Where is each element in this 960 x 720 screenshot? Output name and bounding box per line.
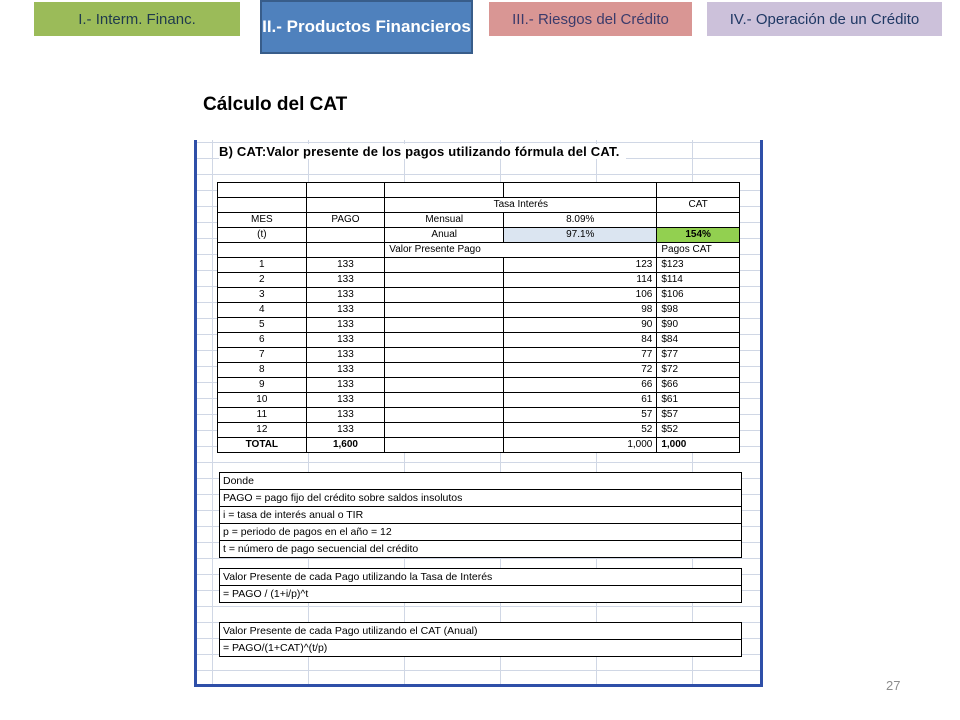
- tab-productos-financieros[interactable]: II.- Productos Financieros: [260, 0, 473, 54]
- valor-presente-cell: 52: [504, 423, 657, 438]
- page-title: Cálculo del CAT: [203, 94, 348, 115]
- mensual-value: 8.09%: [504, 213, 657, 228]
- formula-tasa-label: Valor Presente de cada Pago utilizando la Tasa de Interés: [220, 569, 741, 586]
- table-row: [218, 423, 740, 438]
- pago-cat-cell: $84: [657, 333, 740, 348]
- table-row: [218, 348, 740, 363]
- pago-cat-cell: $72: [657, 363, 740, 378]
- table-row: [218, 378, 740, 393]
- pago-cat-cell: $106: [657, 288, 740, 303]
- mes-cell: 12: [218, 423, 307, 438]
- cat-header: CAT: [657, 198, 740, 213]
- header-row-anual: [218, 228, 740, 243]
- pago-cat-cell: $57: [657, 408, 740, 423]
- valor-presente-pago-header: Valor Presente Pago: [385, 243, 504, 258]
- mes-cell: 4: [218, 303, 307, 318]
- header-row-tasa: [218, 198, 740, 213]
- formula-cat-expr: = PAGO/(1+CAT)^(t/p): [223, 642, 328, 654]
- spacer-cell: [385, 258, 504, 273]
- pago-cat-cell: $98: [657, 303, 740, 318]
- mes-cell: 1: [218, 258, 307, 273]
- mes-cell: 2: [218, 273, 307, 288]
- total-pago: 1,600: [306, 438, 385, 453]
- sheet-title: B) CAT:Valor presente de los pagos utilizando fórmula del CAT.: [219, 144, 626, 159]
- pagos-cat-header: Pagos CAT: [657, 243, 740, 258]
- mes-cell: 6: [218, 333, 307, 348]
- valor-presente-cell: 61: [504, 393, 657, 408]
- valor-presente-cell: 106: [504, 288, 657, 303]
- pago-cell: 133: [306, 378, 385, 393]
- total-row: [218, 438, 740, 453]
- table-row: [218, 258, 740, 273]
- note-line: PAGO = pago fijo del crédito sobre saldos insolutos: [220, 490, 741, 507]
- spacer-cell: [385, 288, 504, 303]
- mes-cell: 3: [218, 288, 307, 303]
- valor-presente-cell: 90: [504, 318, 657, 333]
- valor-presente-cell: 66: [504, 378, 657, 393]
- tasa-interes-header: Tasa Interés: [385, 198, 657, 213]
- table-row: [218, 273, 740, 288]
- note-line: i = tasa de interés anual o TIR: [220, 507, 741, 524]
- spreadsheet-image: [194, 140, 763, 687]
- note-line: Donde: [220, 473, 741, 490]
- mes-cell: 8: [218, 363, 307, 378]
- header-row-valor-presente: [218, 243, 740, 258]
- tab-intermediacion-financiera[interactable]: I.- Interm. Financ.: [34, 2, 240, 36]
- anual-value: 97.1%: [504, 228, 657, 243]
- pago-cell: 133: [306, 273, 385, 288]
- table-row: [218, 318, 740, 333]
- pago-cat-cell: $61: [657, 393, 740, 408]
- valor-presente-cell: 114: [504, 273, 657, 288]
- pago-cat-cell: $66: [657, 378, 740, 393]
- pago-cell: 133: [306, 288, 385, 303]
- table-row: [218, 408, 740, 423]
- pago-cell: 133: [306, 258, 385, 273]
- definitions-box: [219, 472, 742, 558]
- table-row: [218, 393, 740, 408]
- pago-cell: 133: [306, 333, 385, 348]
- formula-cat-label: Valor Presente de cada Pago utilizando el CAT (Anual): [220, 623, 741, 640]
- table-row: [218, 333, 740, 348]
- cat-table: [217, 182, 740, 453]
- formula-cat-box: [219, 622, 742, 657]
- valor-presente-cell: 98: [504, 303, 657, 318]
- spacer-cell: [385, 303, 504, 318]
- pago-header: PAGO: [306, 213, 385, 228]
- spacer-cell: [385, 423, 504, 438]
- pago-cell: 133: [306, 393, 385, 408]
- header-row-mensual: [218, 213, 740, 228]
- cat-value: 154%: [657, 228, 740, 243]
- anual-label: Anual: [385, 228, 504, 243]
- note-line: p = periodo de pagos en el año = 12: [220, 524, 741, 541]
- valor-presente-cell: 72: [504, 363, 657, 378]
- mensual-label: Mensual: [385, 213, 504, 228]
- mes-cell: 9: [218, 378, 307, 393]
- t-header: (t): [218, 228, 307, 243]
- header-row-empty: [218, 183, 740, 198]
- pago-cat-cell: $52: [657, 423, 740, 438]
- total-label: TOTAL: [218, 438, 307, 453]
- pago-cell: 133: [306, 408, 385, 423]
- valor-presente-cell: 57: [504, 408, 657, 423]
- pago-cell: 133: [306, 348, 385, 363]
- pago-cell: 133: [306, 363, 385, 378]
- mes-cell: 11: [218, 408, 307, 423]
- table-row: [218, 303, 740, 318]
- valor-presente-cell: 77: [504, 348, 657, 363]
- spacer-cell: [385, 348, 504, 363]
- mes-header: MES: [218, 213, 307, 228]
- valor-presente-cell: 123: [504, 258, 657, 273]
- pago-cat-cell: $114: [657, 273, 740, 288]
- mes-cell: 10: [218, 393, 307, 408]
- page-number: 27: [886, 678, 901, 693]
- mes-cell: 5: [218, 318, 307, 333]
- pago-cell: 133: [306, 423, 385, 438]
- total-cat: 1,000: [657, 438, 740, 453]
- tab-riesgos-del-credito[interactable]: III.- Riesgos del Crédito: [489, 2, 692, 36]
- pago-cat-cell: $123: [657, 258, 740, 273]
- spacer-cell: [385, 333, 504, 348]
- pago-cell: 133: [306, 318, 385, 333]
- spacer-cell: [385, 378, 504, 393]
- spacer-cell: [385, 318, 504, 333]
- pago-cat-cell: $77: [657, 348, 740, 363]
- formula-tasa-box: [219, 568, 742, 603]
- mes-cell: 7: [218, 348, 307, 363]
- pago-cell: 133: [306, 303, 385, 318]
- spacer-cell: [385, 393, 504, 408]
- spacer-cell: [385, 363, 504, 378]
- pago-cat-cell: $90: [657, 318, 740, 333]
- table-row: [218, 288, 740, 303]
- spacer-cell: [385, 408, 504, 423]
- spacer-cell: [385, 273, 504, 288]
- total-vp: 1,000: [504, 438, 657, 453]
- formula-tasa-expr: = PAGO / (1+i/p)^t: [223, 588, 309, 600]
- tab-operacion-de-un-credito[interactable]: IV.- Operación de un Crédito: [707, 2, 942, 36]
- valor-presente-cell: 84: [504, 333, 657, 348]
- note-line: t = número de pago secuencial del crédito: [223, 543, 419, 555]
- table-row: [218, 363, 740, 378]
